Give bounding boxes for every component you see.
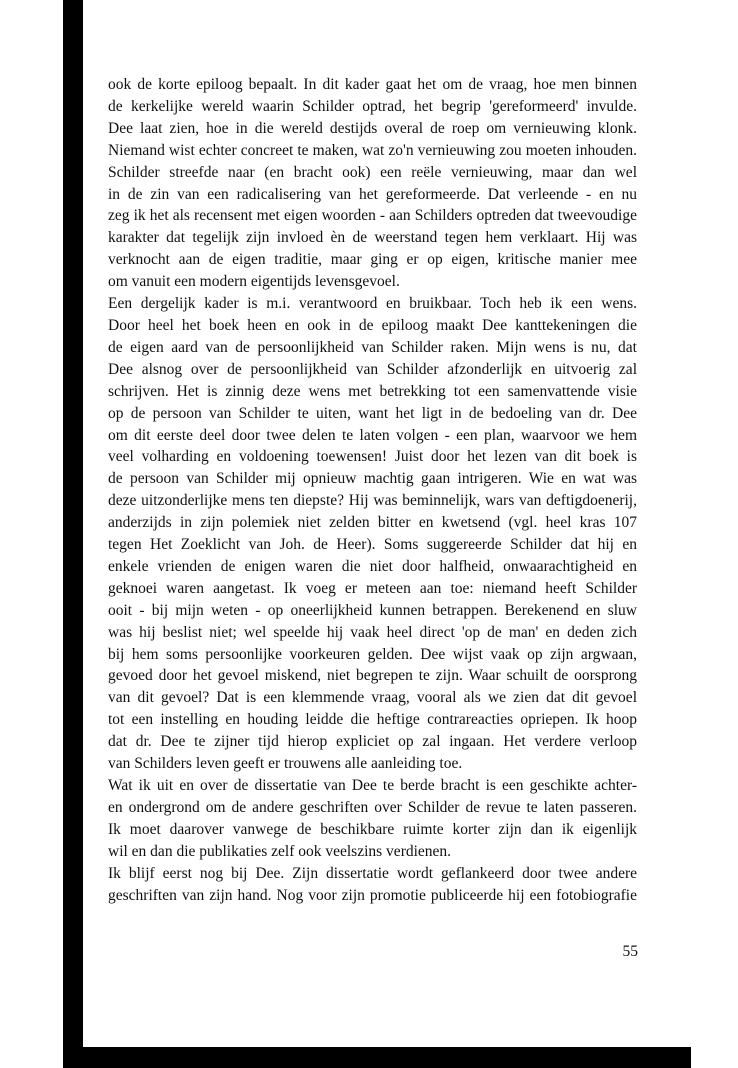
- text-line: de eigen aard van de persoonlijkheid van Schilder raken. Mijn wens is nu, dat: [108, 338, 637, 356]
- text-line: Ik blijf eerst nog bij Dee. Zijn dissertatie wordt geflankeerd door twee andere: [108, 864, 637, 882]
- text-line: ooit - bij mijn weten - op oneerlijkheid kunnen betrappen. Berekenend en sluw: [108, 601, 637, 619]
- text-line: schrijven. Het is zinnig deze wens met betrekking tot een samenvattende visie: [108, 382, 637, 400]
- text-line: de persoon van Schilder mij opnieuw machtig gaan intrigeren. Wie en wat was: [108, 470, 637, 488]
- text-line: Schilder streefde naar (en bracht ook) een reële vernieuwing, maar dan wel: [108, 163, 637, 181]
- text-line: van dit gevoel? Dat is een klemmende vraag, vooral als we zien dat dit gevoel: [108, 689, 637, 707]
- text-line: enkele vrienden de enigen waren die niet door halfheid, onwaarachtigheid en: [108, 557, 637, 575]
- text-line: anderzijds in zijn polemiek niet zelden bitter en kwetsend (vgl. heel kras 107: [108, 514, 637, 532]
- text-line: Dee alsnog over de persoonlijkheid van Schilder afzonderlijk en uitvoerig zal: [108, 360, 637, 378]
- text-line: Een dergelijk kader is m.i. verantwoord en bruikbaar. Toch heb ik een wens.: [108, 295, 637, 313]
- page-number: 55: [622, 943, 638, 960]
- scan-left-border: [63, 0, 83, 1068]
- text-line: en ondergrond om de andere geschriften over Schilder de revue te laten passeren.: [108, 798, 637, 816]
- text-line: Wat ik uit en over de dissertatie van Dee te berde bracht is een geschikte achter-: [108, 777, 637, 794]
- text-line: Ik moet daarover vanwege de beschikbare ruimte korter zijn dan ik eigenlijk: [108, 820, 637, 838]
- text-line: dat dr. Dee te zijner tijd hierop expliciet op zal ingaan. Het verdere verloop: [108, 733, 637, 751]
- text-line: van Schilders leven geeft er trouwens alle aanleiding toe.: [108, 755, 463, 773]
- text-line: tot een instelling en houding leidde die heftige contrareacties opriepen. Ik hoop: [108, 711, 637, 729]
- scan-bottom-border: [63, 1047, 691, 1068]
- text-line: was hij beslist niet; wel speelde hij vaak heel direct 'op de man' en deden zich: [108, 623, 637, 641]
- text-line: veel volharding en voldoening toewensen! Juist door het lezen van dit boek is: [108, 448, 637, 466]
- text-line: wil en dan die publikaties zelf ook veelszins verdienen.: [108, 842, 452, 860]
- text-line: gevoed door het gevoel miskend, niet begrepen te zijn. Waar schuilt de oorsprong: [108, 667, 637, 685]
- text-line: de kerkelijke wereld waarin Schilder optrad, het begrip 'gereformeerd' invulde.: [108, 97, 637, 115]
- text-line: zeg ik het als recensent met eigen woorden - aan Schilders optreden dat tweevoudige: [108, 207, 637, 225]
- text-line: bij hem soms persoonlijke voorkeuren gelden. Dee wijst vaak op zijn argwaan,: [108, 645, 637, 663]
- text-line: geschriften van zijn hand. Nog voor zijn promotie publiceerde hij een fotobiografie: [108, 886, 637, 904]
- text-line: tegen Het Zoeklicht van Joh. de Heer). Soms suggereerde Schilder dat hij en: [108, 536, 637, 554]
- text-line: om vanuit een modern eigentijds levensgevoel.: [108, 273, 400, 291]
- text-line: ook de korte epiloog bepaalt. In dit kader gaat het om de vraag, hoe men binnen: [108, 76, 637, 93]
- text-line: karakter dat tegelijk zijn invloed èn de weerstand tegen hem verklaart. Hij was: [108, 229, 637, 247]
- text-line: Dee laat zien, hoe in die wereld destijds overal de roep om vernieuwing klonk.: [108, 119, 637, 137]
- text-line: in de zin van een radicalisering van het gereformeerde. Dat verleende - en nu: [108, 185, 637, 203]
- text-line: op de persoon van Schilder te uiten, want het ligt in de bedoeling van dr. Dee: [108, 404, 637, 422]
- text-line: Door heel het boek heen en ook in de epiloog maakt Dee kanttekeningen die: [108, 316, 637, 334]
- text-line: geknoei waren aangetast. Ik voeg er meteen aan toe: niemand heeft Schilder: [108, 579, 637, 597]
- text-line: verknocht aan de eigen traditie, maar ging er op eigen, kritische manier mee: [108, 251, 637, 269]
- body-text: [108, 74, 637, 906]
- text-line: deze uitzonderlijke mens ten diepste? Hij was beminnelijk, wars van deftigdoenerij,: [108, 492, 637, 510]
- text-line: Niemand wist echter concreet te maken, wat zo'n vernieuwing zou moeten inhouden.: [108, 141, 637, 159]
- text-line: om dit eerste deel door twee delen te laten volgen - een plan, waarvoor we hem: [108, 426, 637, 444]
